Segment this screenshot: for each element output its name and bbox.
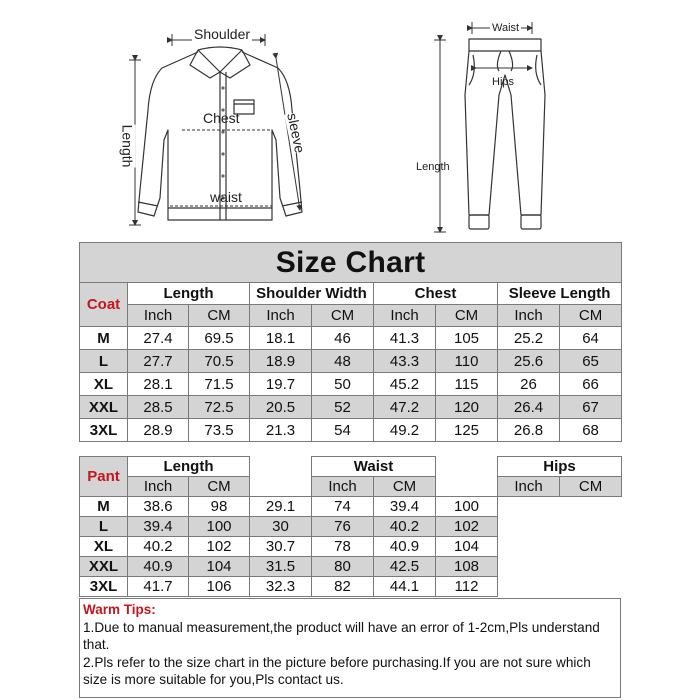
warm-tips-title: Warm Tips: [83, 602, 156, 617]
pants-dimension-arrows [380, 0, 580, 240]
coat-chest-label: Chest [203, 110, 240, 126]
pants-waist-label: Waist [492, 22, 520, 34]
pant-row [80, 537, 622, 557]
pant-value-cell: 40.9 [374, 537, 436, 557]
pant-size-cell: M [80, 497, 128, 517]
pant-value-cell: 112 [436, 577, 498, 597]
warm-tip-2: 2.Pls refer to the size chart in the picture before purchasing.If you are not sure which size is more suitable for you,Pls contact us. [83, 654, 591, 687]
pant-row [80, 577, 622, 597]
coat-value-cell: 28.5 [128, 396, 189, 419]
pant-value-cell: 29.1 [250, 497, 312, 517]
coat-value-cell: 68 [560, 419, 622, 442]
coat-row [80, 327, 622, 350]
pant-value-cell: 100 [436, 497, 498, 517]
pant-value-cell: 102 [189, 537, 250, 557]
coat-value-cell: 125 [436, 419, 498, 442]
pant-size-cell: XL [80, 537, 128, 557]
pant-group-length: Length [128, 457, 250, 477]
pant-section-label: Pant [80, 457, 128, 497]
coat-group-length: Length [128, 283, 250, 305]
coat-value-cell: 52 [312, 396, 374, 419]
pant-size-cell: XXL [80, 557, 128, 577]
coat-value-cell: 47.2 [374, 396, 436, 419]
coat-row [80, 419, 622, 442]
coat-shoulder-label: Shoulder [194, 26, 251, 42]
pant-value-cell: 40.2 [128, 537, 189, 557]
coat-unit: CM [436, 305, 498, 327]
coat-size-cell: XXL [80, 396, 128, 419]
coat-value-cell: 49.2 [374, 419, 436, 442]
coat-value-cell: 18.9 [250, 350, 312, 373]
pant-value-cell: 104 [189, 557, 250, 577]
pant-unit: Inch [128, 477, 189, 497]
coat-value-cell: 28.9 [128, 419, 189, 442]
coat-size-cell: M [80, 327, 128, 350]
coat-waist-label: waist [210, 189, 242, 205]
coat-value-cell: 48 [312, 350, 374, 373]
coat-value-cell: 27.4 [128, 327, 189, 350]
size-chart-title: Size Chart [80, 243, 622, 283]
pant-value-cell: 39.4 [128, 517, 189, 537]
pant-value-cell: 30 [250, 517, 312, 537]
pant-value-cell: 76 [312, 517, 374, 537]
coat-sleeve-label: sleeve [284, 111, 309, 155]
coat-value-cell: 27.7 [128, 350, 189, 373]
pant-spacer [436, 457, 498, 497]
pant-value-cell: 78 [312, 537, 374, 557]
coat-size-cell: L [80, 350, 128, 373]
coat-value-cell: 65 [560, 350, 622, 373]
coat-value-cell: 64 [560, 327, 622, 350]
coat-value-cell: 54 [312, 419, 374, 442]
coat-dimension-arrows [0, 0, 360, 240]
pant-value-cell: 40.9 [128, 557, 189, 577]
coat-value-cell: 25.6 [498, 350, 560, 373]
coat-value-cell: 73.5 [189, 419, 250, 442]
coat-value-cell: 20.5 [250, 396, 312, 419]
coat-value-cell: 26.8 [498, 419, 560, 442]
pant-value-cell: 42.5 [374, 557, 436, 577]
coat-size-table [79, 242, 622, 442]
pant-value-cell: 38.6 [128, 497, 189, 517]
coat-value-cell: 120 [436, 396, 498, 419]
pant-size-cell: L [80, 517, 128, 537]
coat-unit: Inch [498, 305, 560, 327]
coat-group-sleeve-length: Sleeve Length [498, 283, 622, 305]
pant-unit: CM [374, 477, 436, 497]
coat-unit: Inch [250, 305, 312, 327]
coat-value-cell: 67 [560, 396, 622, 419]
coat-unit: Inch [128, 305, 189, 327]
coat-value-cell: 110 [436, 350, 498, 373]
warm-tips-box [79, 598, 621, 698]
coat-value-cell: 50 [312, 373, 374, 396]
pant-value-cell: 32.3 [250, 577, 312, 597]
coat-group-chest: Chest [374, 283, 498, 305]
coat-value-cell: 69.5 [189, 327, 250, 350]
pant-group-waist: Waist [312, 457, 436, 477]
pant-value-cell: 40.2 [374, 517, 436, 537]
coat-value-cell: 21.3 [250, 419, 312, 442]
pant-value-cell: 41.7 [128, 577, 189, 597]
coat-unit: CM [312, 305, 374, 327]
coat-value-cell: 28.1 [128, 373, 189, 396]
coat-value-cell: 66 [560, 373, 622, 396]
pants-length-label: Length [416, 161, 450, 173]
pant-value-cell: 104 [436, 537, 498, 557]
pant-group-hips: Hips [498, 457, 622, 477]
pant-value-cell: 44.1 [374, 577, 436, 597]
pants-hips-label: Hips [492, 76, 515, 88]
pant-size-cell: 3XL [80, 577, 128, 597]
coat-value-cell: 70.5 [189, 350, 250, 373]
coat-size-cell: 3XL [80, 419, 128, 442]
coat-value-cell: 72.5 [189, 396, 250, 419]
pant-unit: Inch [498, 477, 560, 497]
coat-unit: Inch [374, 305, 436, 327]
pant-value-cell: 98 [189, 497, 250, 517]
coat-section-label: Coat [80, 283, 128, 327]
pant-unit: CM [560, 477, 622, 497]
pant-value-cell: 106 [189, 577, 250, 597]
coat-group-shoulder-width: Shoulder Width [250, 283, 374, 305]
pant-value-cell: 80 [312, 557, 374, 577]
coat-size-cell: XL [80, 373, 128, 396]
coat-value-cell: 26 [498, 373, 560, 396]
coat-value-cell: 115 [436, 373, 498, 396]
coat-value-cell: 26.4 [498, 396, 560, 419]
coat-value-cell: 105 [436, 327, 498, 350]
coat-value-cell: 41.3 [374, 327, 436, 350]
pant-unit: Inch [312, 477, 374, 497]
coat-value-cell: 43.3 [374, 350, 436, 373]
coat-value-cell: 19.7 [250, 373, 312, 396]
coat-value-cell: 25.2 [498, 327, 560, 350]
pant-value-cell: 39.4 [374, 497, 436, 517]
warm-tip-1: 1.Due to manual measurement,the product will have an error of 1-2cm,Pls understand that. [83, 619, 600, 652]
pant-size-table [79, 456, 622, 597]
pant-value-cell: 102 [436, 517, 498, 537]
coat-length-label: Length [119, 124, 136, 168]
coat-row [80, 350, 622, 373]
pant-value-cell: 100 [189, 517, 250, 537]
coat-value-cell: 45.2 [374, 373, 436, 396]
pant-row [80, 497, 622, 517]
pant-value-cell: 82 [312, 577, 374, 597]
pant-value-cell: 74 [312, 497, 374, 517]
coat-row [80, 396, 622, 419]
coat-unit: CM [560, 305, 622, 327]
pant-row [80, 557, 622, 577]
pant-spacer [250, 457, 312, 497]
coat-value-cell: 18.1 [250, 327, 312, 350]
coat-unit: CM [189, 305, 250, 327]
garment-diagram [0, 0, 700, 240]
pant-value-cell: 108 [436, 557, 498, 577]
coat-value-cell: 71.5 [189, 373, 250, 396]
pant-value-cell: 31.5 [250, 557, 312, 577]
coat-row [80, 373, 622, 396]
coat-value-cell: 46 [312, 327, 374, 350]
pant-value-cell: 30.7 [250, 537, 312, 557]
pant-unit: CM [189, 477, 250, 497]
pant-row [80, 517, 622, 537]
